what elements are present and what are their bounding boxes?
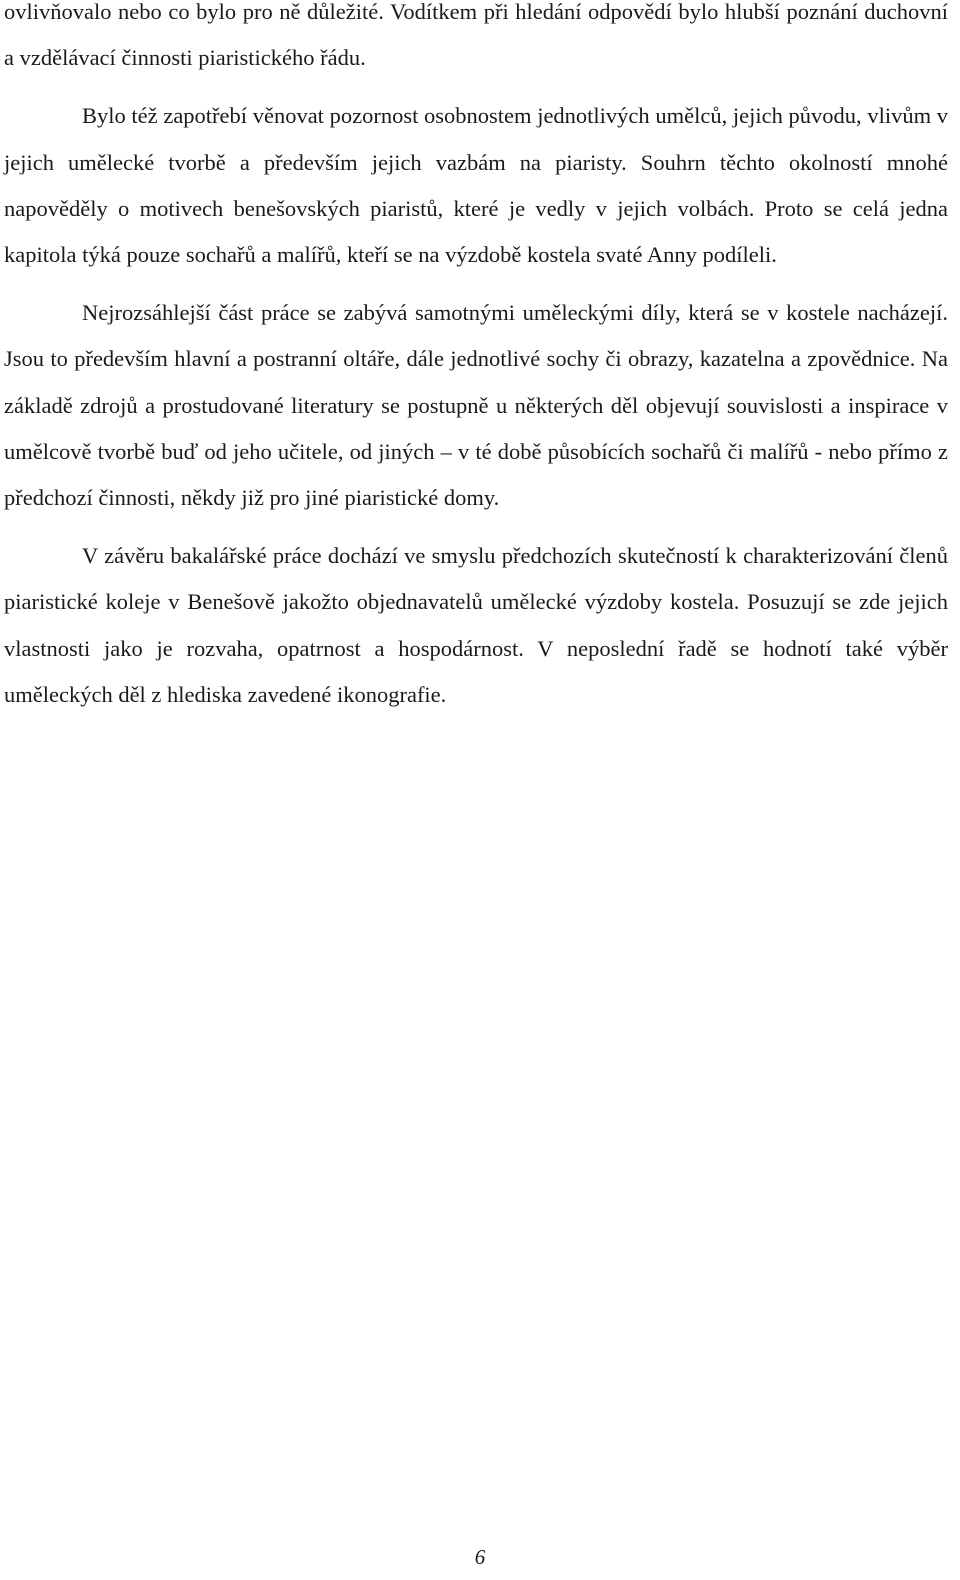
page-number: 6 (474, 1545, 486, 1569)
paragraph-1: ovlivňovalo nebo co bylo pro ně důležité. Vodítkem při hledání odpovědí bylo hlubší poznání duchovní a vzdělávací činnosti piaristického řádu. (4, 0, 948, 71)
paragraph-2: Bylo též zapotřebí věnovat pozornost osobnostem jednotlivých umělců, jejich původu, vlivům v jejich umělecké tvorbě a především jejich vazbám na piaristy. Souhrn těchto okolností mnohé napověděly o motivech benešovských piaristů, které je vedly v jejich volbách. Proto se celá jedna kapitola týká pouze sochařů a malířů, kteří se na výzdobě kostela svaté Anny podíleli. (4, 103, 948, 268)
document-body (4, 0, 948, 730)
paragraph-3: Nejrozsáhlejší část práce se zabývá samotnými uměleckými díly, která se v kostele nacházejí. Jsou to především hlavní a postranní oltáře, dále jednotlivé sochy či obrazy, kazatelna a zpovědnice. Na základě zdrojů a prostudované literatury se postupně u některých děl objevují souvislosti a inspirace v umělcově tvorbě buď od jeho učitele, od jiných – v té době působících sochařů či malířů - nebo přímo z předchozí činnosti, někdy již pro jiné piaristické domy. (4, 300, 948, 511)
paragraph-4: V závěru bakalářské práce dochází ve smyslu předchozích skutečností k charakterizování členů piaristické koleje v Benešově jakožto objednavatelů umělecké výzdoby kostela. Posuzují se zde jejich vlastnosti jako je rozvaha, opatrnost a hospodárnost. V neposlední řadě se hodnotí také výběr uměleckých děl z hlediska zavedené ikonografie. (4, 543, 948, 707)
